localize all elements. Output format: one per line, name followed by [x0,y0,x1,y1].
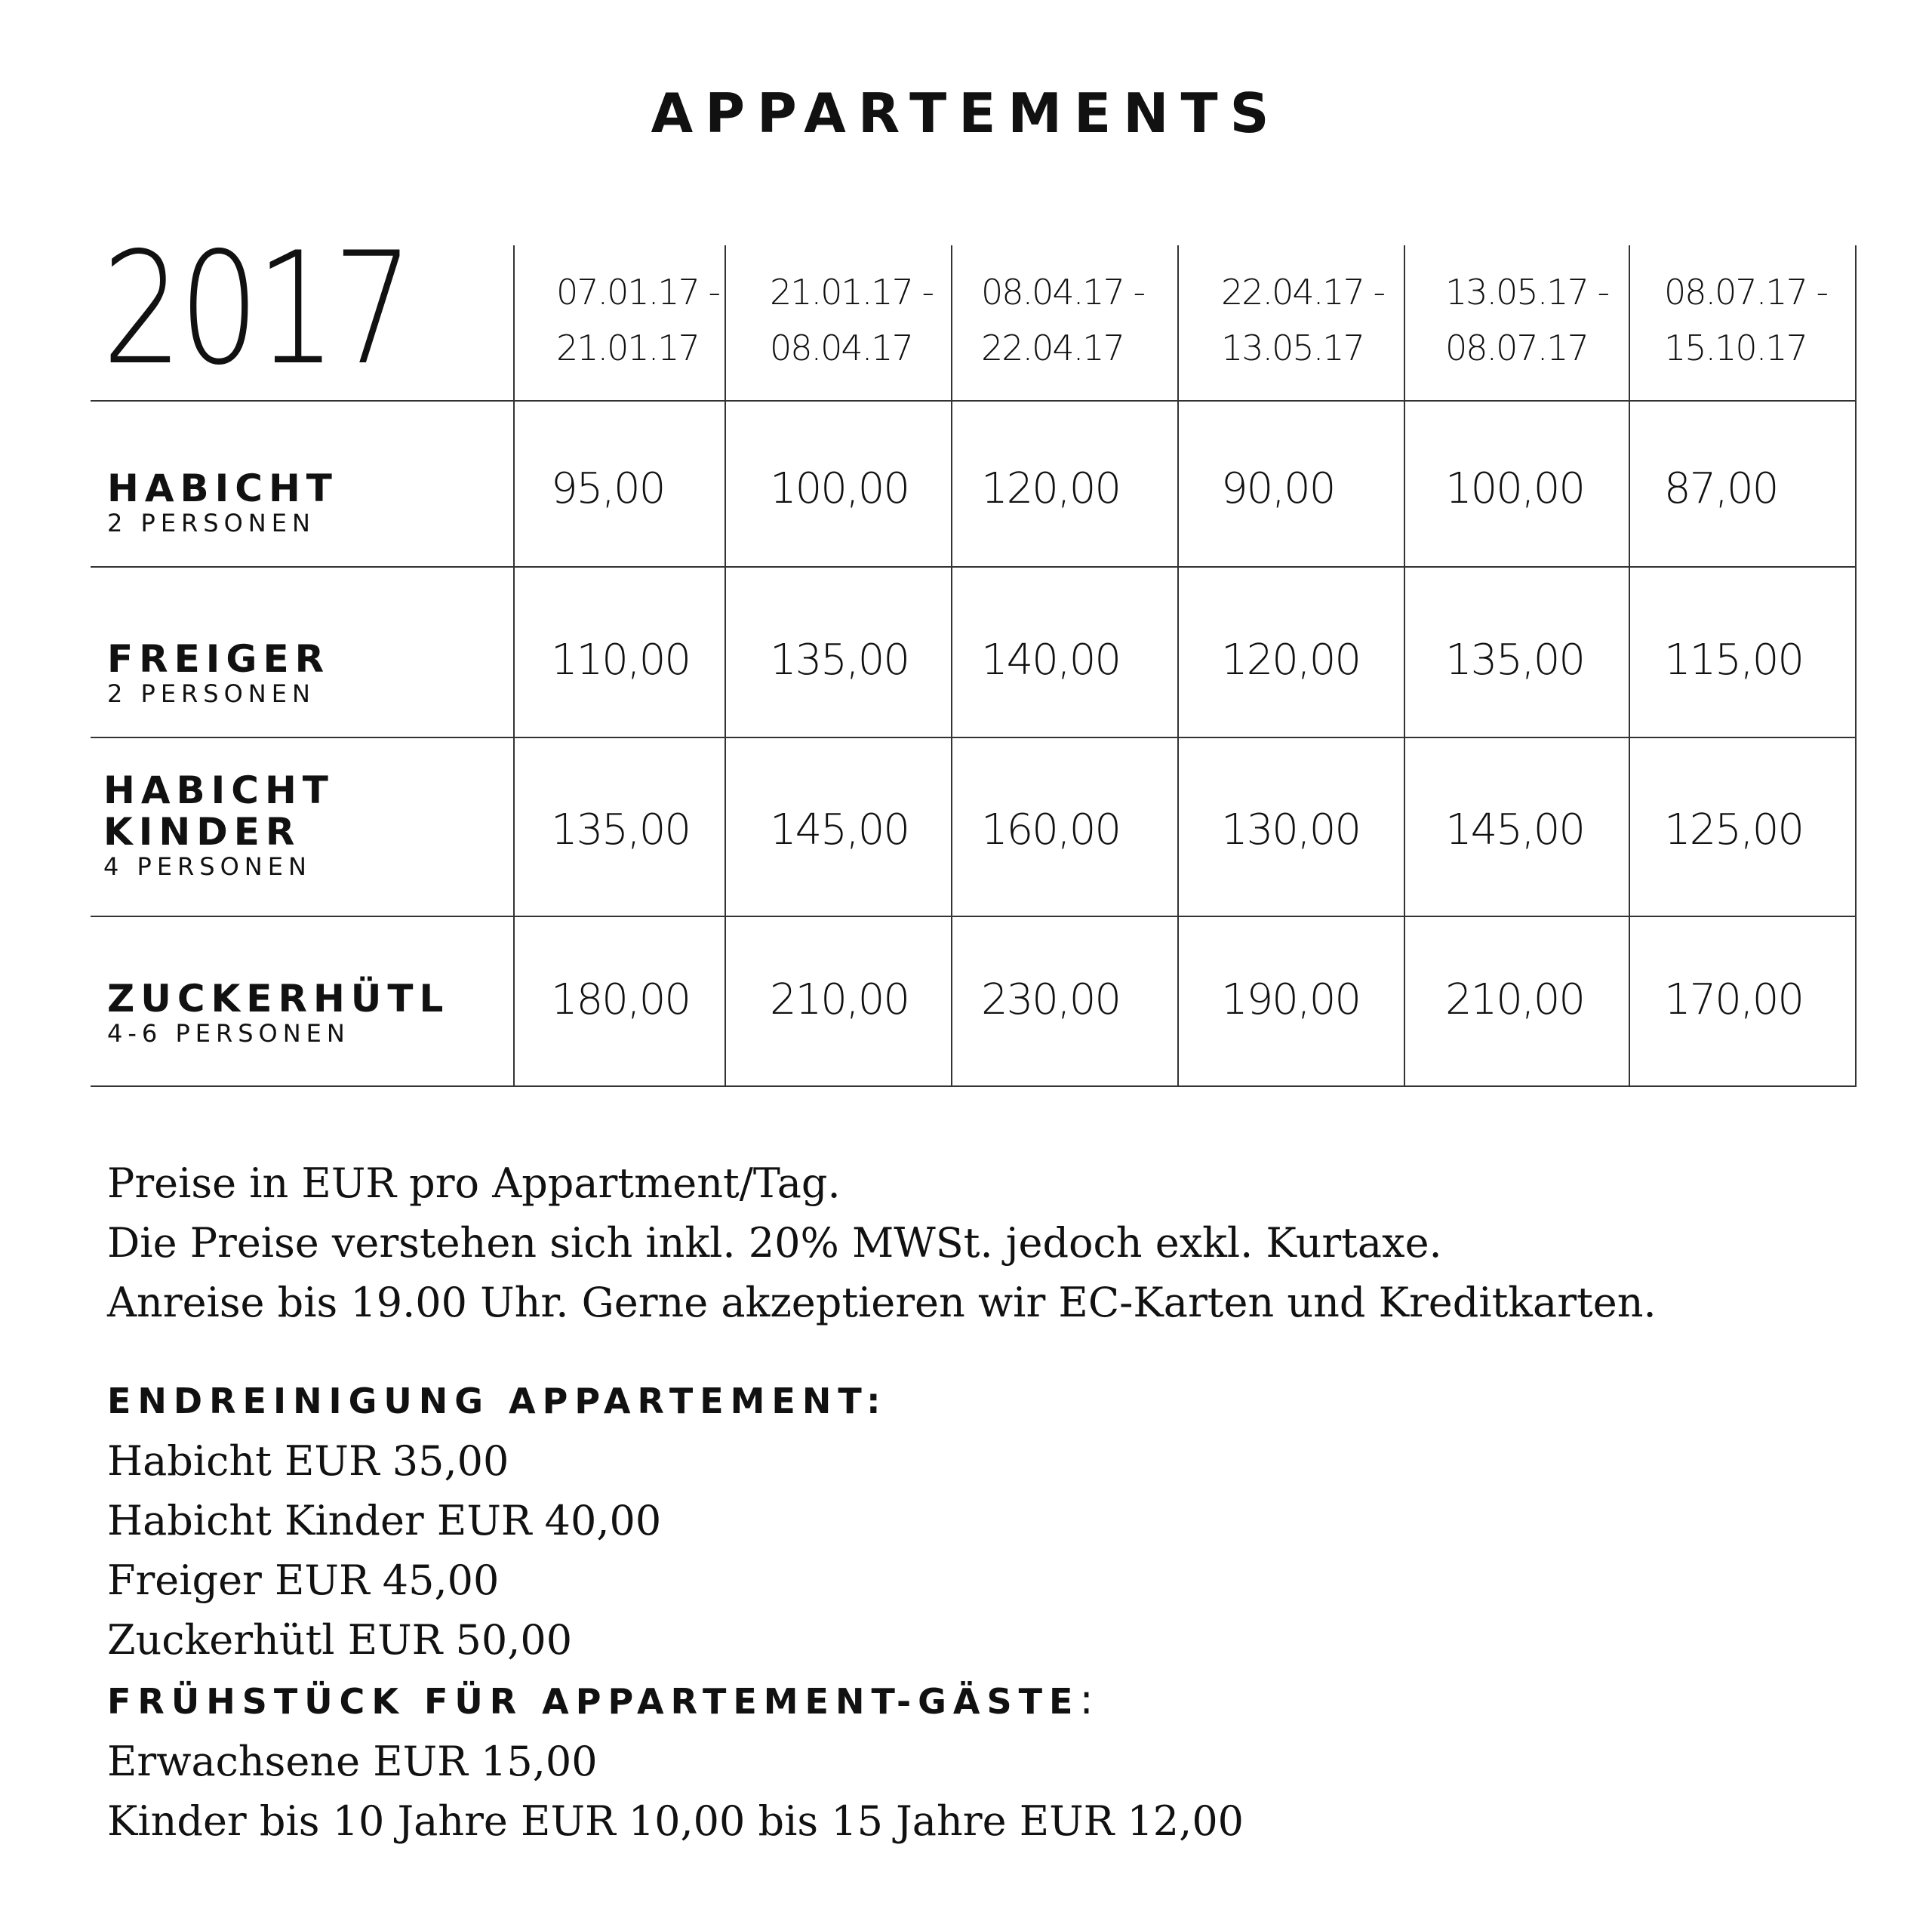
price-cell: 145,00 [1445,805,1584,854]
price-cell: 170,00 [1664,975,1803,1024]
table-col-line-1 [513,245,515,1087]
price-cell: 95,00 [551,464,665,513]
note-line: Die Preise verstehen sich inkl. 20% MWSt. jedoch exkl. Kurtaxe. [107,1219,1442,1267]
period-from: 22.04.17 - [1221,272,1385,313]
price-cell: 87,00 [1664,464,1778,513]
spacer [107,1332,1657,1372]
table-line-header [91,400,1857,402]
period-header-5 [1445,264,1608,376]
cleaning-item: Habicht EUR 35,00 [107,1437,509,1485]
price-cell: 115,00 [1664,636,1803,685]
apartment-name-2: KINDER [103,810,301,854]
period-from: 07.01.17 - [556,272,720,313]
apartment-persons: 4 PERSONEN [103,852,312,881]
price-cell: 130,00 [1221,805,1360,854]
table-line-row-2 [91,737,1857,738]
price-cell: 120,00 [1221,636,1360,685]
period-header-3 [981,264,1144,376]
page-title: APPARTEMENTS [651,82,1281,145]
price-cell: 230,00 [981,975,1120,1024]
price-cell: 160,00 [981,805,1120,854]
table-col-line-7 [1855,245,1857,1087]
period-from: 08.04.17 - [981,272,1145,313]
price-cell: 135,00 [1445,636,1584,685]
apartment-name: FREIGER [107,637,331,681]
row-label-habicht [107,468,338,537]
apartment-name: HABICHT [107,466,338,510]
apartment-persons: 2 PERSONEN [107,509,315,537]
table-line-row-1 [91,566,1857,568]
price-cell: 145,00 [770,805,909,854]
row-label-zuckerhuetl [107,978,449,1047]
price-cell: 135,00 [551,805,690,854]
period-to: 22.04.17 [981,328,1124,368]
apartment-name: ZUCKERHÜTL [107,977,450,1021]
breakfast-heading: FRÜHSTÜCK FÜR APPARTEMENT-GÄSTE [107,1681,1080,1722]
period-header-6 [1664,264,1827,376]
period-from: 13.05.17 - [1445,272,1609,313]
period-to: 13.05.17 [1221,328,1364,368]
table-line-bottom [91,1085,1857,1087]
period-to: 21.01.17 [556,328,699,368]
period-header-2 [770,264,933,376]
cleaning-heading: ENDREINIGUNG APPARTEMENT: [107,1381,888,1421]
price-cell: 210,00 [770,975,909,1024]
price-cell: 100,00 [1445,464,1584,513]
period-header-1 [556,264,719,376]
year-label: 2017 [102,220,411,399]
notes-section [107,1153,1657,1851]
price-cell: 210,00 [1445,975,1584,1024]
price-cell: 190,00 [1221,975,1360,1024]
period-to: 08.04.17 [770,328,912,368]
row-label-freiger [107,639,330,707]
table-col-line-6 [1629,245,1630,1087]
price-cell: 100,00 [770,464,909,513]
apartment-persons: 2 PERSONEN [107,679,315,708]
apartment-persons: 4-6 PERSONEN [107,1019,350,1048]
note-line: Anreise bis 19.00 Uhr. Gerne akzeptieren wir EC-Karten und Kreditkarten. [107,1279,1657,1326]
row-label-habicht-kinder [103,770,334,880]
table-col-line-3 [951,245,952,1087]
period-to: 08.07.17 [1445,328,1588,368]
breakfast-heading-colon: : [1079,1676,1094,1723]
table-col-line-4 [1177,245,1179,1087]
price-cell: 180,00 [551,975,690,1024]
note-line: Preise in EUR pro Appartment/Tag. [107,1159,841,1207]
price-cell: 120,00 [981,464,1120,513]
table-col-line-5 [1404,245,1405,1087]
price-cell: 90,00 [1221,464,1335,513]
price-cell: 110,00 [551,636,690,685]
period-from: 08.07.17 - [1664,272,1828,313]
breakfast-heading-line [107,1670,1657,1732]
apartment-name: HABICHT [103,768,334,812]
cleaning-item: Habicht Kinder EUR 40,00 [107,1497,662,1544]
price-cell: 125,00 [1664,805,1803,854]
period-header-4 [1221,264,1384,376]
breakfast-item: Kinder bis 10 Jahre EUR 10,00 bis 15 Jahre EUR 12,00 [107,1797,1244,1845]
price-cell: 135,00 [770,636,909,685]
cleaning-item: Zuckerhütl EUR 50,00 [107,1616,573,1664]
price-cell: 140,00 [981,636,1120,685]
period-to: 15.10.17 [1664,328,1807,368]
table-line-row-3 [91,916,1857,917]
table-col-line-2 [724,245,726,1087]
cleaning-item: Freiger EUR 45,00 [107,1556,500,1604]
period-from: 21.01.17 - [770,272,934,313]
breakfast-item: Erwachsene EUR 15,00 [107,1738,598,1785]
